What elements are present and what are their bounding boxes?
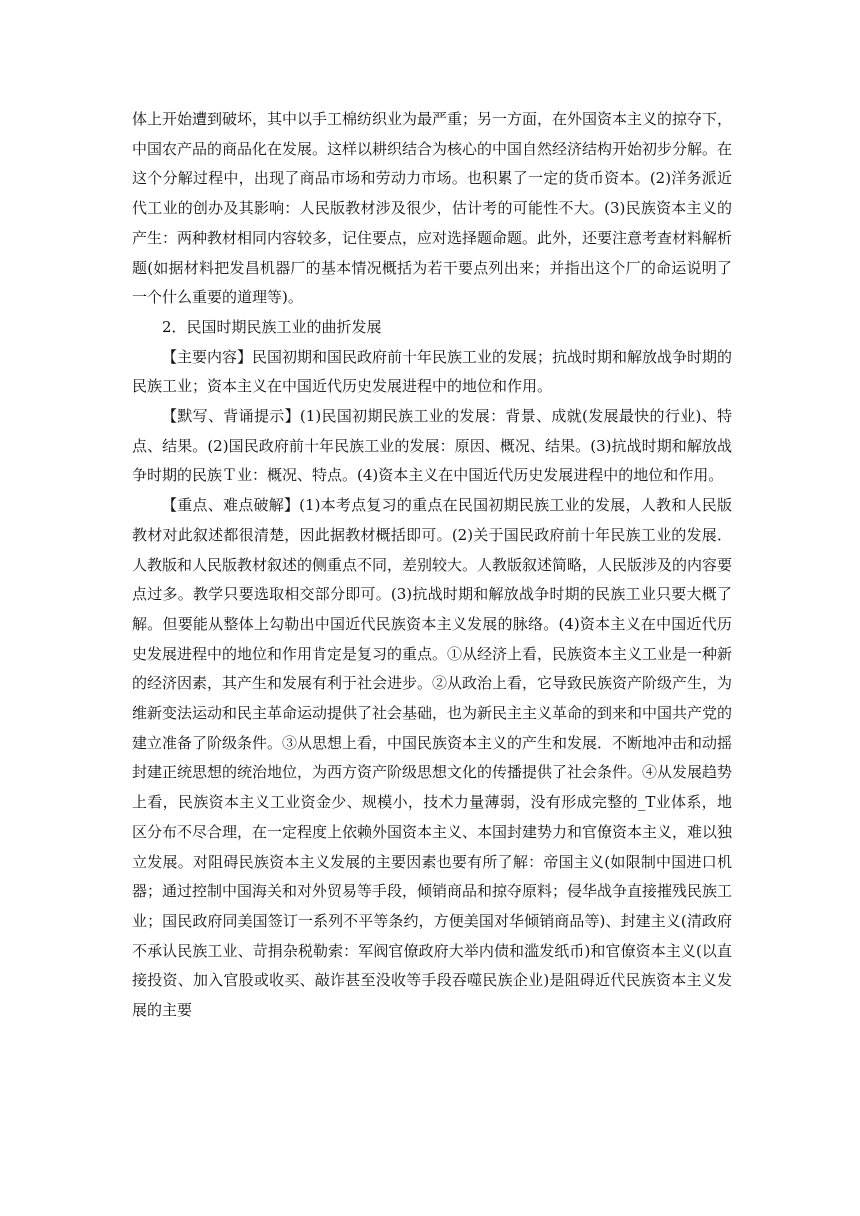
paragraph-continuation: 体上开始遭到破坏，其中以手工棉纺织业为最严重；另一方面，在外国资本主义的掠夺下，中国农产品的商品化在发展。这样以耕织结合为核心的中国自然经济结构开始初步分解。在这个分解过程中，出现了商品市场和劳动力市场。也积累了一定的货币资本。(2)洋务派近代工业的创办及其影响：人民版教材涉及很少，估计考的可能性不大。(3)民族资本主义的产生：两种教材相同内容较多，记住要点，应对选择题命题。此外，还要注意考查材料解析题(如据材料把发昌机器厂的基本情况概括为若干要点列出来；并指出这个厂的命运说明了一个什么重要的道理等)。	[132, 110, 733, 307]
paragraph-main-content: 【主要内容】民国初期和国民政府前十年民族工业的发展；抗战时期和解放战争时期的民族工业；资本主义在中国近代历史发展进程中的地位和作用。	[132, 347, 733, 396]
paragraph-recite-tips: 【默写、背诵提示】(1)民国初期民族工业的发展：背景、成就(发展最快的行业)、特点、结果。(2)国民政府前十年民族工业的发展：原因、概况、结果。(3)抗战时期和解放战争时期的民族Ｔ业：概况、特点。(4)资本主义在中国近代历史发展进程中的地位和作用。	[132, 407, 732, 485]
document-page	[132, 105, 732, 1026]
paragraph-key-points: 【重点、难点破解】(1)本考点复习的重点在民国初期民族工业的发展，人教和人民版教材对此叙述都很清楚，因此据教材概括即可。(2)关于国民政府前十年民族工业的发展．人教版和人民版教材叙述的侧重点不同，差别较大。人教版叙述简略，人民版涉及的内容要点过多。教学只要选取相交部分即可。(3)抗战时期和解放战争时期的民族工业只要大概了解。但要能从整体上勾勒出中国近代民族资本主义发展的脉络。(4)资本主义在中国近代历史发展进程中的地位和作用肯定是复习的重点。①从经济上看，民族资本主义工业是一种新的经济因素，其产生和发展有利于社会进步。②从政治上看，它导致民族资产阶级产生，为维新变法运动和民主革命运动提供了社会基础，也为新民主主义革命的到来和中国共产党的建立准备了阶级条件。③从思想上看，中国民族资本主义的产生和发展．不断地冲击和动摇封建正统思想的统治地位，为西方资产阶级思想文化的传播提供了社会条件。④从发展趋势上看，民族资本主义工业资金少、规模小，技术力量薄弱，没有形成完整的_T业体系，地区分布不尽合理，在一定程度上依赖外国资本主义、本国封建势力和官僚资本主义，难以独立发展。对阻碍民族资本主义发展的主要因素也要有所了解：帝国主义(如限制中国进口机器；通过控制中国海关和对外贸易等手段，倾销商品和掠夺原料；侵华战争直接摧残民族工业；国民政府同美国签订一系列不平等条约，方便美国对华倾销商品等)、封建主义(清政府不承认民族工业、苛捐杂税勒索：军阀官僚政府大举内债和滥发纸币)和官僚资本主义(以直接投资、加入官股或收买、敲诈甚至没收等手段吞噬民族企业)是阻碍近代民族资本主义发展的主要	[132, 496, 733, 1020]
section-heading: 2．民国时期民族工业的曲折发展	[162, 317, 382, 336]
